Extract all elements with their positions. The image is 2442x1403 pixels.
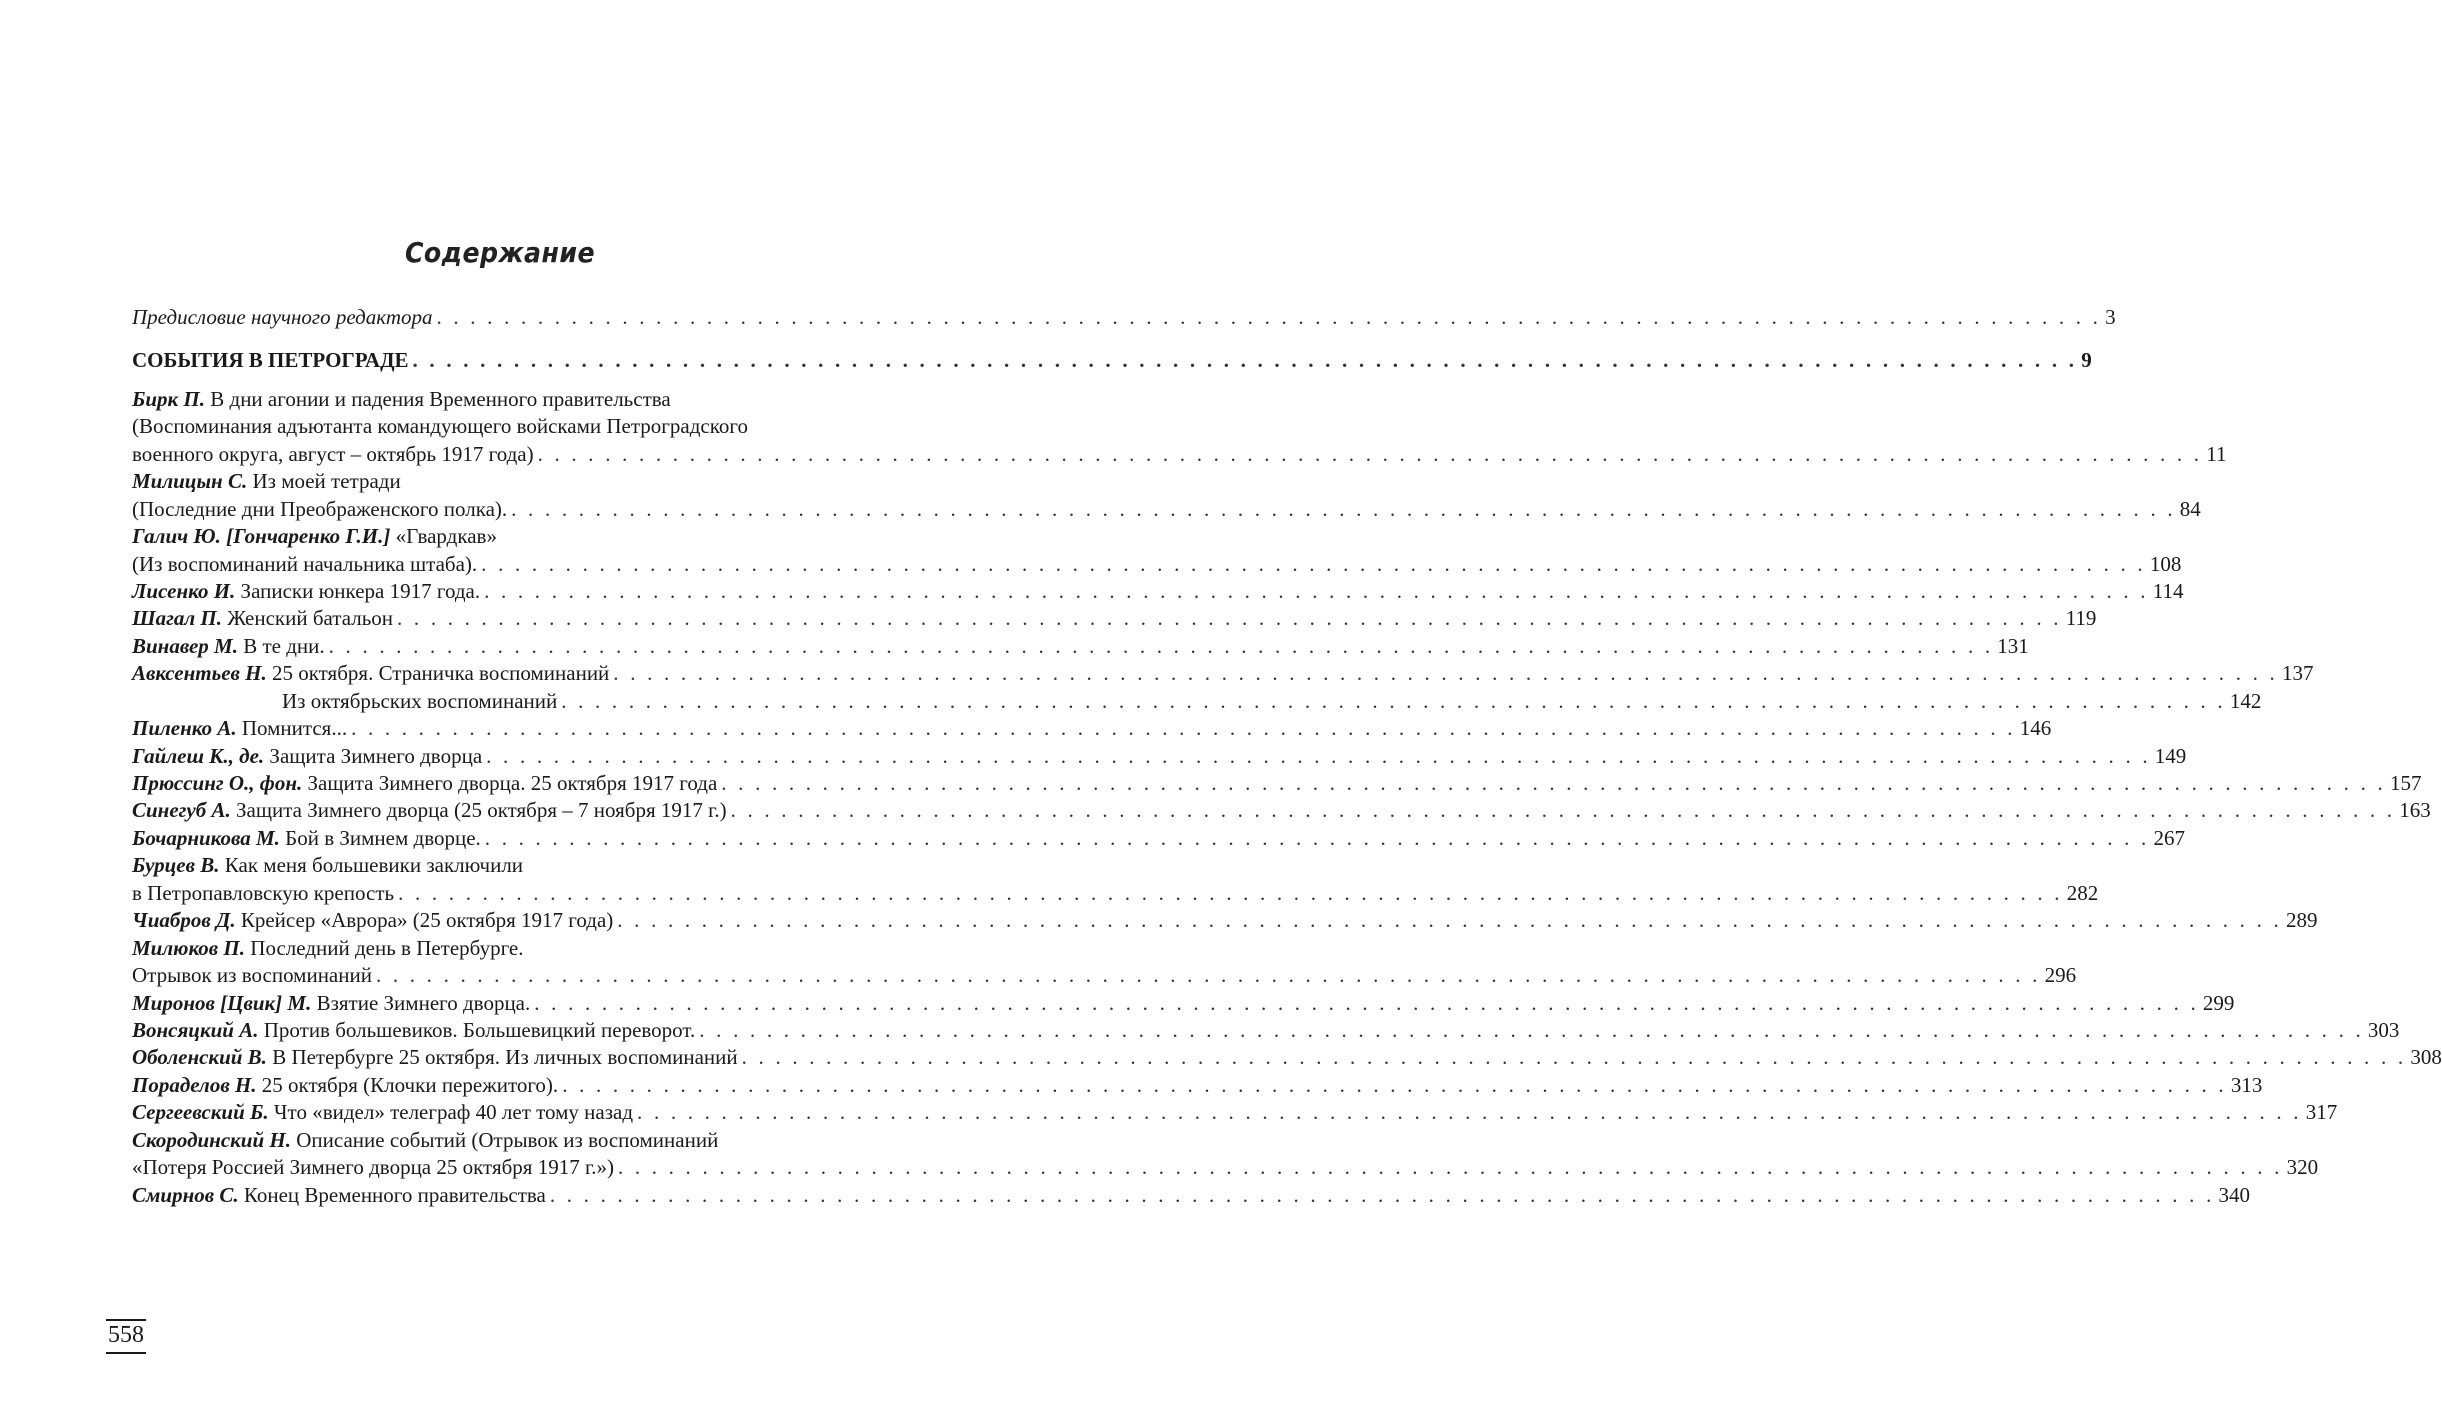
toc-entry-title: Защита Зимнего дворца <box>269 743 483 768</box>
leader-dots <box>351 715 2016 742</box>
leader-dots <box>486 743 2151 770</box>
toc-entry-line[interactable] <box>132 990 2235 1017</box>
toc-entry-line[interactable] <box>132 1017 2400 1044</box>
toc-entry-text <box>132 907 613 934</box>
toc-entry-line[interactable] <box>132 935 872 962</box>
toc-entry-line[interactable] <box>132 962 2077 989</box>
toc-entry-text <box>132 413 748 440</box>
leader-dots <box>398 880 2063 907</box>
toc-entry-title: Из моей тетради <box>252 469 401 494</box>
toc-entry-title: в Петропавловскую крепость <box>132 880 395 905</box>
toc-page-number: 163 <box>2399 798 2431 823</box>
toc-entry-author: Галич Ю. [Гончаренко Г.И.] <box>132 524 391 549</box>
leader-dots <box>538 441 2203 468</box>
toc-entry-title: Записки юнкера 1917 года. <box>240 578 481 603</box>
toc-entry-text <box>132 962 372 989</box>
toc-entry-author: Пораделов Н. <box>132 1072 257 1097</box>
toc-entry-author: Скородинский Н. <box>132 1127 291 1152</box>
toc-entry-author: Бочарникова М. <box>132 825 280 850</box>
leader-dots <box>397 605 2062 632</box>
toc-entry-title: 25 октября (Клочки пережитого). <box>261 1072 559 1097</box>
toc-entry-author: Милицын С. <box>132 469 248 494</box>
toc-page-number: 108 <box>2149 551 2182 576</box>
toc-page-number: 317 <box>2305 1100 2338 1125</box>
toc-entry-line[interactable] <box>132 1154 2319 1181</box>
toc-entry-author: Гайлеш К., де. <box>132 743 265 768</box>
toc-entry-line[interactable] <box>132 880 2099 907</box>
leader-dots <box>561 688 2226 715</box>
toc-entry-title: Описание событий (Отрывок из воспоминаний <box>296 1127 719 1152</box>
toc-entry-text <box>132 523 497 550</box>
toc-entry-text <box>132 797 727 824</box>
toc-entry-author: Прюссинг О., фон. <box>132 771 303 795</box>
toc-page-number: 142 <box>2229 688 2262 713</box>
leader-dots <box>637 1099 2302 1126</box>
toc-page-number: 282 <box>2066 880 2099 905</box>
toc-entry-author: Синегуб А. <box>132 798 231 823</box>
toc-page-number: 84 <box>2179 496 2201 521</box>
toc-entry-author: Сергеевский Б. <box>132 1100 269 1125</box>
toc-entry-line[interactable] <box>132 688 2262 715</box>
toc-entry-line[interactable] <box>132 852 872 879</box>
toc-entry-author: Бирк П. <box>132 386 205 411</box>
toc-entry-line[interactable] <box>132 660 2314 687</box>
toc-entry-line[interactable] <box>132 715 2052 742</box>
toc-entry-text <box>132 468 401 495</box>
toc-page-number: 11 <box>2206 441 2227 466</box>
leader-dots <box>436 304 2101 331</box>
toc-page-number: 303 <box>2367 1017 2400 1042</box>
toc-entry-title: Защита Зимнего дворца. 25 октября 1917 года <box>307 771 718 795</box>
toc-entry-line[interactable] <box>132 551 2182 578</box>
toc-entry-text <box>132 852 523 879</box>
leader-dots <box>742 1044 2407 1071</box>
toc-entry-author: Милюков П. <box>132 935 246 960</box>
toc-entry-title: Против большевиков. Большевицкий переворот. <box>263 1017 696 1042</box>
toc-entry-text <box>132 715 347 742</box>
toc-entry-text <box>132 496 507 523</box>
leader-dots <box>550 1182 2215 1209</box>
leader-dots <box>534 990 2199 1017</box>
toc-entry-line[interactable] <box>132 1044 2442 1071</box>
toc-entry-line[interactable] <box>132 907 2318 934</box>
toc-entry-title: В дни агонии и падения Временного правительства <box>210 386 671 411</box>
toc-entry-author: Вонсяцкий А. <box>132 1017 259 1042</box>
toc-entry-text <box>132 1099 633 1126</box>
leader-dots <box>721 770 2386 797</box>
toc-section-label: СОБЫТИЯ В ПЕТРОГРАДЕ <box>132 348 409 373</box>
toc-entry-title: Как меня большевики заключили <box>224 853 524 878</box>
toc-entry-text <box>132 935 523 962</box>
toc-page-number: 9 <box>2081 348 2092 373</box>
leader-dots <box>618 1154 2283 1181</box>
leader-dots <box>511 496 2176 523</box>
toc-entry-title: Женский батальон <box>227 606 394 631</box>
toc-entry-text <box>132 1127 718 1154</box>
table-of-contents <box>132 304 2442 1209</box>
page-number: 558 <box>106 1319 146 1354</box>
toc-entry-text <box>132 660 609 687</box>
toc-entry-text <box>132 1072 558 1099</box>
toc-entry-line[interactable] <box>132 386 872 413</box>
toc-entry-text <box>282 688 557 715</box>
toc-entry-line[interactable] <box>132 605 2097 632</box>
toc-page-number: 320 <box>2286 1155 2319 1180</box>
leader-dots <box>613 660 2278 687</box>
leader-dots <box>731 797 2396 824</box>
toc-entry-author: Чиабров Д. <box>132 908 236 933</box>
toc-entry-text <box>132 1154 614 1181</box>
toc-entry-author: Винавер М. <box>132 633 238 658</box>
toc-entry-author: Смирнов С. <box>132 1182 239 1207</box>
toc-entry-line[interactable] <box>132 797 2431 824</box>
toc-entry-line[interactable] <box>132 1182 2251 1209</box>
toc-entry-title: Конец Временного правительства <box>243 1182 546 1207</box>
toc-page-number: 119 <box>2065 606 2097 631</box>
toc-entry-title: Из октябрьских воспоминаний <box>282 688 558 713</box>
toc-entry-text <box>132 1017 695 1044</box>
toc-entry-text <box>132 1182 546 1209</box>
toc-entry-line[interactable] <box>132 468 872 495</box>
toc-entry-text <box>132 990 530 1017</box>
leader-dots <box>413 347 2078 374</box>
toc-entry-author: Пиленко А. <box>132 716 237 741</box>
toc-page-number: 299 <box>2202 990 2235 1015</box>
toc-entry-author: Бурцев В. <box>132 853 220 878</box>
toc-entry-author: Авксентьев Н. <box>132 661 267 686</box>
toc-page-number: 313 <box>2230 1072 2263 1097</box>
toc-entry-line[interactable] <box>132 578 2184 605</box>
toc-entry-text <box>132 441 534 468</box>
toc-entry-text <box>132 551 477 578</box>
toc-entry-text <box>132 605 393 632</box>
toc-page-number: 3 <box>2105 305 2116 329</box>
leader-dots <box>484 578 2149 605</box>
toc-entry-title: Отрывок из воспоминаний <box>132 963 372 988</box>
leader-dots <box>376 962 2041 989</box>
toc-entry-line[interactable] <box>132 441 2227 468</box>
toc-entry-title: (Воспоминания адъютанта командующего войсками Петроградского <box>132 414 748 439</box>
toc-entry-text <box>132 770 717 797</box>
toc-entry-line[interactable] <box>132 1127 872 1154</box>
toc-page-number: 157 <box>2389 771 2422 795</box>
leader-dots <box>617 907 2282 934</box>
toc-entry-title: Взятие Зимнего дворца. <box>316 990 531 1015</box>
toc-entry-line[interactable] <box>132 1099 2338 1126</box>
toc-entry-title: Последний день в Петербурге. <box>250 935 524 960</box>
leader-dots <box>481 551 2146 578</box>
toc-entry-title: Защита Зимнего дворца (25 октября – 7 ноября 1917 г.) <box>235 798 727 823</box>
leader-dots <box>329 633 1994 660</box>
toc-entry-title: Крейсер «Аврора» (25 октября 1917 года) <box>240 908 614 933</box>
leader-dots <box>699 1017 2364 1044</box>
toc-entry-text <box>132 1044 738 1071</box>
toc-entry-text <box>132 880 394 907</box>
toc-entry-text <box>132 578 480 605</box>
toc-entry-text <box>132 743 482 770</box>
leader-dots <box>562 1072 2227 1099</box>
toc-entry-title: Бой в Зимнем дворце. <box>285 825 481 850</box>
toc-entry-title: Что «видел» телеграф 40 лет тому назад <box>273 1100 634 1125</box>
toc-entries <box>132 386 2442 1209</box>
toc-entry-author: Лисенко И. <box>132 578 236 603</box>
toc-entry-author: Миронов [Цвик] М. <box>132 990 312 1015</box>
toc-entry-title: (Последние дни Преображенского полка). <box>132 496 508 521</box>
toc-entry-line[interactable] <box>132 496 2201 523</box>
toc-entry-line[interactable] <box>132 523 872 550</box>
toc-entry-line[interactable] <box>132 633 2029 660</box>
toc-entry-line[interactable] <box>132 413 872 440</box>
toc-entry-text <box>132 386 671 413</box>
toc-preface[interactable] <box>132 304 2116 331</box>
toc-page-number: 340 <box>2218 1182 2251 1207</box>
toc-section-heading[interactable] <box>132 347 2092 374</box>
toc-page-number: 267 <box>2153 825 2185 850</box>
toc-page-number: 146 <box>2019 716 2052 741</box>
toc-entry-line[interactable] <box>132 825 2185 852</box>
toc-entry-line[interactable] <box>132 770 2422 797</box>
toc-entry-line[interactable] <box>132 743 2187 770</box>
leader-dots <box>485 825 2150 852</box>
toc-page-number: 289 <box>2285 908 2318 933</box>
toc-page-number: 149 <box>2154 743 2187 768</box>
page-title: Содержание <box>404 236 596 269</box>
toc-entry-title: 25 октября. Страничка воспоминаний <box>271 661 610 686</box>
toc-entry-title: Помнится... <box>241 716 348 741</box>
toc-entry-title: «Потеря Россией Зимнего дворца 25 октября 1917 г.») <box>132 1155 614 1180</box>
toc-entry-title: «Гвардкав» <box>395 524 497 549</box>
toc-page-number: 114 <box>2152 578 2184 603</box>
toc-preface-label: Предисловие научного редактора <box>132 305 433 329</box>
toc-entry-text <box>132 825 481 852</box>
toc-entry-author: Оболенский В. <box>132 1045 267 1070</box>
toc-entry-title: (Из воспоминаний начальника штаба). <box>132 551 478 576</box>
toc-page-number: 137 <box>2281 661 2314 686</box>
toc-entry-line[interactable] <box>132 1072 2263 1099</box>
toc-entry-title: военного округа, август – октябрь 1917 года) <box>132 441 534 466</box>
toc-entry-text <box>132 633 325 660</box>
toc-page-number: 308 <box>2410 1045 2442 1070</box>
toc-page-number: 131 <box>1997 633 2029 658</box>
toc-page-number: 296 <box>2044 963 2077 988</box>
toc-entry-author: Шагал П. <box>132 606 223 631</box>
toc-entry-title: В Петербурге 25 октября. Из личных воспоминаний <box>272 1045 738 1070</box>
toc-entry-title: В те дни. <box>243 633 325 658</box>
